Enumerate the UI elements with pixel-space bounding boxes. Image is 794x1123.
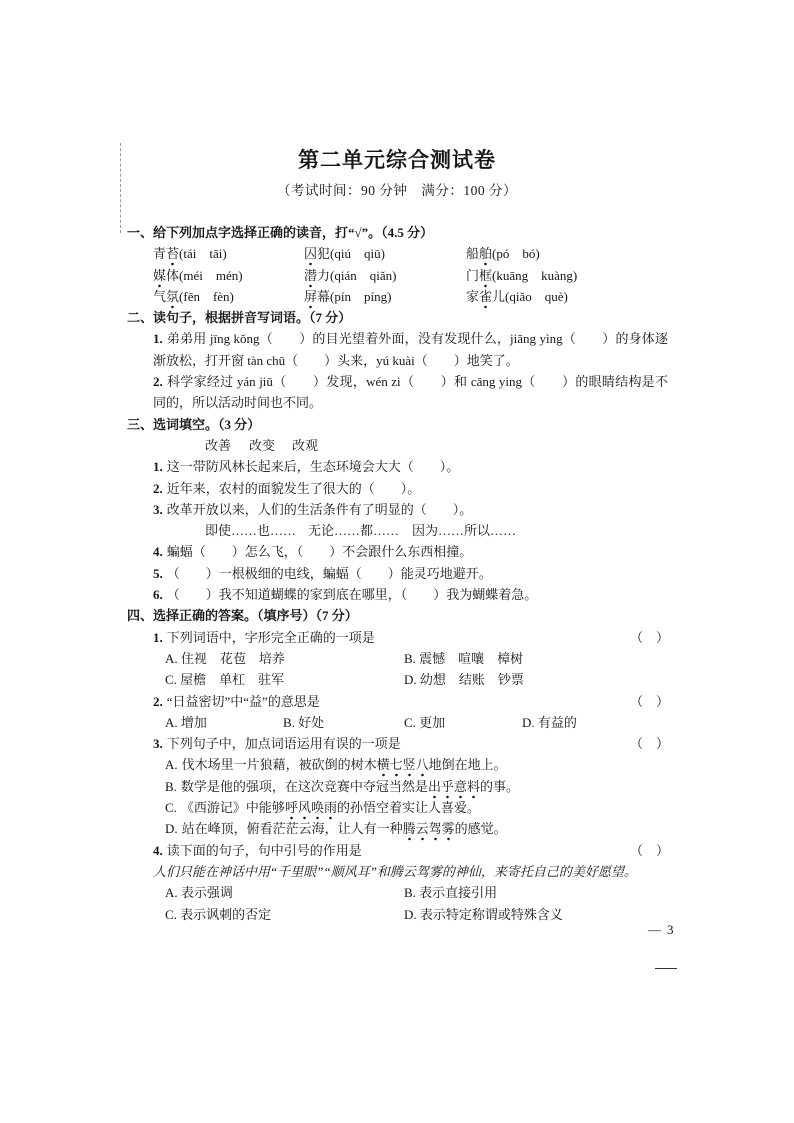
pinyin-options: (qiú qiū) (330, 246, 385, 262)
dotted-char: 舶 (479, 246, 492, 266)
dotted-char: 潜 (304, 268, 317, 288)
dotted-char: 囚 (304, 246, 317, 266)
word-part: 气 (153, 288, 167, 304)
option-text: 《西游记》中能够 (180, 800, 285, 816)
question-number: 3. (153, 736, 163, 752)
question-number: 1. (153, 629, 163, 645)
exam-info: （考试时间：90 分钟 满分：100 分） (277, 183, 517, 198)
pronunciation-item (153, 265, 243, 286)
pronunciation-row (0, 265, 794, 286)
question-text-part: 弟弟用 jīng kǒng（ ）的目光望着外面，没有发现什么，jiāng yìng（ ）的身体逐 (166, 331, 668, 347)
choice-options-row (0, 669, 794, 690)
page-number-value: 3 (667, 922, 674, 937)
choice-option-row (0, 818, 794, 839)
choice-question-stem (0, 627, 794, 648)
choice-option: A. 住视 花苞 培养 (165, 650, 285, 666)
choice-option: B. 好处 (283, 714, 325, 730)
choice-option-row (0, 797, 794, 818)
dotted-char: 氛 (166, 289, 179, 309)
section-2-heading: 二、读句子，根据拼音写词语。（7 分） (127, 310, 352, 326)
word-bank-item: 改变 (249, 437, 276, 453)
quoted-sentence-row (0, 861, 794, 882)
fill-blank-item (0, 541, 794, 562)
pinyin-options: (pín píng) (330, 288, 392, 304)
choice-question-stem (0, 691, 794, 712)
question-text (153, 499, 472, 520)
word-part: 青 (153, 246, 167, 262)
word-part: 门 (466, 267, 480, 283)
option-text: 数学是他的强项，在这次竞赛中夺冠当然是 (180, 778, 428, 794)
choice-option (165, 797, 480, 818)
pronunciation-item (304, 265, 396, 286)
fill-blank-item (0, 563, 794, 584)
word-bank (0, 435, 794, 456)
question-number: 1. (153, 331, 163, 347)
option-label: D. (165, 821, 178, 837)
dotted-word: 腾云驾雾 (403, 821, 455, 841)
dotted-char: 屏 (304, 289, 317, 309)
question-stem: 读下面的句子，句中引号的作用是 (166, 842, 362, 858)
word-bank-item: 改善 (205, 437, 232, 453)
option-label: C. (165, 800, 177, 816)
choice-question-stem (0, 840, 794, 861)
pinyin-options: (qiǎo què) (505, 288, 568, 304)
dotted-char: 雀 (479, 289, 492, 309)
conjunction-bank-item: 无论……都…… (308, 523, 400, 539)
answer-blank: （ ） (630, 842, 670, 858)
pronunciation-item (466, 265, 577, 286)
conjunction-bank (0, 520, 794, 541)
pinyin-options: (méi mén) (179, 267, 243, 283)
section-1-heading: 一、给下列加点字选择正确的读音，打“√”。（4.5 分） (127, 225, 434, 240)
question-text-part: 改革开放以来，人们的生活条件有了明显的（ ）。 (166, 501, 473, 517)
question-text-part: 科学家经过 yán jiū（ ）发现，wén zi（ ）和 cāng ying（ ）的眼睛结构是不 (166, 374, 668, 390)
choice-option (165, 776, 519, 797)
word-bank-item: 改观 (292, 437, 319, 453)
pinyin-options: (qián qiǎn) (330, 267, 397, 283)
question-text (153, 563, 492, 584)
question-text (153, 328, 668, 349)
word-part: 幕 (317, 288, 331, 304)
option-text: 站在峰顶，俯看茫茫云海，让人有一种 (181, 821, 403, 837)
choice-option (165, 754, 507, 775)
pronunciation-item (153, 286, 234, 307)
fill-blank-item (0, 478, 794, 499)
question-text-part: 渐放松，打开窗 tàn chū（ ）头来，yú kuài（ ）地笑了。 (153, 352, 519, 368)
choice-option (165, 818, 507, 839)
dotted-word: 呼风唤雨 (285, 800, 337, 820)
choice-options-row (0, 904, 794, 925)
pronunciation-item (466, 243, 540, 264)
choice-option: D. 表示特定称谓或特殊含义 (404, 906, 563, 922)
word-part: 家 (466, 288, 480, 304)
question-text (153, 456, 459, 477)
question-text (153, 541, 472, 562)
section-3-heading: 三、选词填空。（3 分） (127, 416, 261, 432)
answer-blank: （ ） (630, 629, 670, 645)
question-text-part: 蝙蝠（ ）怎么飞，（ ）不会跟什么东西相撞。 (166, 544, 473, 560)
choice-option: A. 增加 (165, 714, 207, 730)
pronunciation-item (304, 286, 391, 307)
question-text-part: （ ）一根极细的电线，蝙蝠（ ）能灵巧地避开。 (166, 565, 492, 581)
question-number: 4. (153, 544, 163, 560)
option-text: 地倒在地上。 (428, 757, 507, 773)
question-text (153, 584, 537, 605)
word-part: 体 (166, 267, 180, 283)
section-4-heading: 四、选择正确的答案。（填序号）（7 分） (127, 608, 358, 624)
question-text-part: 这一带防风林长起来后，生态环境会大大（ ）。 (166, 459, 460, 475)
question-text (153, 478, 420, 499)
dotted-char: 苔 (166, 246, 179, 266)
exam-content (0, 222, 794, 925)
conjunction-bank-item: 即使……也…… (205, 523, 297, 539)
choice-option: C. 更加 (404, 714, 446, 730)
question-number: 2. (153, 693, 163, 709)
answer-blank: （ ） (630, 693, 670, 709)
fill-blank-item (0, 456, 794, 477)
question-number: 4. (153, 842, 163, 858)
choice-option: B. 震憾 喧嚷 樟树 (404, 650, 524, 666)
question-number: 3. (153, 501, 163, 517)
option-label: B. (165, 778, 177, 794)
pronunciation-row (0, 243, 794, 264)
word-part: 儿 (492, 288, 506, 304)
answer-blank: （ ） (630, 736, 670, 752)
question-number: 6. (153, 587, 163, 603)
question-text (153, 840, 362, 861)
dotted-char: 框 (479, 268, 492, 288)
question-stem: 下列词语中，字形完全正确的一项是 (166, 629, 375, 645)
question-text (153, 691, 320, 712)
choice-option: A. 表示强调 (165, 885, 233, 901)
question-text (153, 371, 668, 392)
option-text: 伐木场里一片狼藉，被砍倒的树木 (181, 757, 377, 773)
choice-options-row (0, 648, 794, 669)
fill-blank-item (0, 584, 794, 605)
pronunciation-item (304, 243, 385, 264)
word-part: 力 (317, 267, 331, 283)
option-text: 的感觉。 (454, 821, 507, 837)
footer-rule (655, 968, 677, 969)
fill-blank-item (0, 499, 794, 520)
choice-option-row (0, 754, 794, 775)
dotted-word: 出乎意料 (428, 779, 480, 799)
pinyin-options: (kuāng kuàng) (492, 267, 578, 283)
option-label: A. (165, 757, 178, 773)
dotted-word: 横七竖八 (377, 757, 429, 777)
question-number: 2. (153, 480, 163, 496)
question-text-part: （ ）我不知道蝴蝶的家到底在哪里，（ ）我为蝴蝶着急。 (166, 587, 538, 603)
page-title: 第二单元综合测试卷 (298, 148, 496, 172)
question-text (153, 733, 401, 754)
page-number (648, 920, 674, 940)
conjunction-bank-item: 因为……所以…… (412, 523, 517, 539)
choice-option-row (0, 776, 794, 797)
question-number: 5. (153, 565, 163, 581)
question-stem: “日益密切”中“益”的意思是 (166, 693, 320, 709)
pinyin-options: (pó bó) (492, 246, 540, 262)
choice-option: C. 屋檐 单杠 驻军 (165, 672, 285, 688)
word-part: 船 (466, 246, 480, 262)
word-part: 犯 (317, 246, 331, 262)
question-text-part: 同的，所以活动时间也不同。 (153, 395, 323, 411)
choice-option: D. 有益的 (522, 714, 577, 730)
question-line (0, 328, 794, 349)
question-stem: 下列句子中，加点词语运用有误的一项是 (166, 736, 401, 752)
option-text: 的事。 (479, 778, 519, 794)
choice-options-row (0, 882, 794, 903)
dotted-char: 媒 (153, 268, 166, 288)
question-number: 2. (153, 374, 163, 390)
quoted-sentence: 人们只能在神话中用“千里眼”“顺风耳”和腾云驾雾的神仙，来寄托自己的美好愿望。 (153, 863, 637, 879)
choice-options-row (0, 712, 794, 733)
question-text (153, 627, 375, 648)
choice-option: D. 幼想 结账 钞票 (404, 672, 524, 688)
question-line (0, 350, 794, 371)
question-line (0, 392, 794, 413)
option-text: 的孙悟空着实让人喜爱。 (336, 800, 480, 816)
pronunciation-item (466, 286, 568, 307)
pinyin-options: (fēn fèn) (179, 288, 234, 304)
choice-option: C. 表示讽刺的否定 (165, 906, 272, 922)
question-text-part: 近年来，农村的面貌发生了很大的（ ）。 (166, 480, 421, 496)
pronunciation-item (153, 243, 227, 264)
pinyin-options: (tái tāi) (179, 246, 227, 262)
question-number: 1. (153, 459, 163, 475)
page-number-dash: — (648, 922, 661, 937)
choice-option: B. 表示直接引用 (404, 885, 498, 901)
pronunciation-row (0, 286, 794, 307)
question-line (0, 371, 794, 392)
choice-question-stem (0, 733, 794, 754)
